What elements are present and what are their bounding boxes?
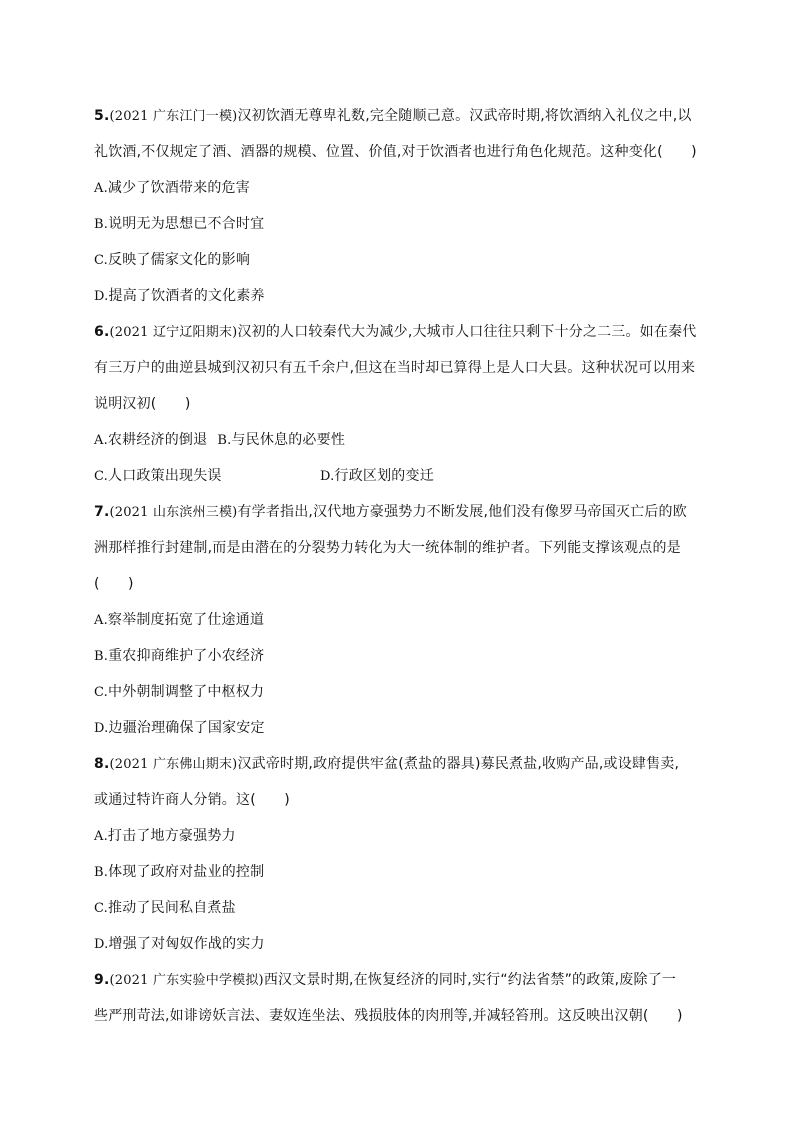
question-number: 5. xyxy=(94,108,110,124)
question-5-option-b[interactable] xyxy=(94,214,714,235)
option-label: C. xyxy=(94,901,109,916)
option-text: 行政区划的变迁 xyxy=(334,468,434,484)
question-6-option-b[interactable] xyxy=(217,430,345,451)
question-5-option-c[interactable] xyxy=(94,250,714,271)
option-label: C. xyxy=(94,469,109,484)
question-7-line-1 xyxy=(94,502,714,523)
question-7-option-b[interactable] xyxy=(94,646,714,667)
option-label: D. xyxy=(94,721,109,736)
question-text: 汉初饮酒无尊卑礼数,完全随顺己意。汉武帝时期,将饮酒纳入礼仪之中,以 xyxy=(237,108,692,124)
option-text: 边疆治理确保了国家安定 xyxy=(108,720,265,736)
option-text: 体现了政府对盐业的控制 xyxy=(108,864,265,880)
option-text: 推动了民间私自煮盐 xyxy=(108,900,236,916)
question-8-option-c[interactable] xyxy=(94,898,714,919)
option-text: 提高了饮酒者的文化素养 xyxy=(108,288,265,304)
question-6-option-a[interactable] xyxy=(94,430,207,451)
option-label: D. xyxy=(320,469,335,484)
question-5-line-1 xyxy=(94,106,714,127)
question-7-option-a[interactable] xyxy=(94,610,714,631)
option-text: 与民休息的必要性 xyxy=(231,432,346,448)
question-8-option-a[interactable] xyxy=(94,826,714,847)
question-6-line-2 xyxy=(94,358,714,378)
question-number: 8. xyxy=(94,756,110,772)
question-7-line-3 xyxy=(94,574,714,594)
question-source: (2021 广东佛山期末) xyxy=(109,757,238,772)
option-text: 人口政策出现失误 xyxy=(108,468,222,484)
option-text: 反映了儒家文化的影响 xyxy=(108,252,251,268)
question-number: 6. xyxy=(94,324,110,340)
option-label: D. xyxy=(94,937,109,952)
question-text: 些严刑苛法,如诽谤妖言法、妻奴连坐法、残损肢体的肉刑等,并减轻笞刑。这反映出汉朝( ) xyxy=(94,1008,683,1024)
option-label: A. xyxy=(94,829,108,844)
question-6-options-cd xyxy=(94,466,714,487)
question-text: 说明汉初( ) xyxy=(94,396,191,412)
option-label: A. xyxy=(94,433,108,448)
question-6-line-1 xyxy=(94,322,714,343)
option-text: 中外朝制调整了中枢权力 xyxy=(108,684,265,700)
question-text: 有三万户的曲逆县城到汉初只有五千余户,但这在当时却已算得上是人口大县。这种状况可以用来 xyxy=(94,360,696,376)
question-7-option-c[interactable] xyxy=(94,682,714,703)
question-text: 洲那样推行封建制,而是由潜在的分裂势力转化为大一统体制的维护者。下列能支撑该观点的是 xyxy=(94,540,681,556)
question-9-line-1 xyxy=(94,970,714,991)
question-text: 或通过特许商人分销。这( ) xyxy=(94,792,290,808)
question-number: 7. xyxy=(94,504,110,520)
question-9-line-2 xyxy=(94,1006,714,1026)
question-6-option-d[interactable] xyxy=(320,466,434,487)
question-8-line-2 xyxy=(94,790,714,810)
option-label: D. xyxy=(94,289,109,304)
question-text: ( ) xyxy=(94,576,134,592)
option-label: B. xyxy=(217,433,232,448)
option-text: 察举制度拓宽了仕途通道 xyxy=(107,612,265,628)
option-label: A. xyxy=(94,613,108,628)
question-5-option-a[interactable] xyxy=(94,178,714,199)
question-6-line-3 xyxy=(94,394,714,414)
question-7-line-2 xyxy=(94,538,714,558)
question-6-option-c[interactable] xyxy=(94,466,320,487)
option-label: B. xyxy=(94,649,109,664)
question-7-option-d[interactable] xyxy=(94,718,714,739)
question-text: 西汉文景时期,在恢复经济的同时,实行“约法省禁”的政策,废除了一 xyxy=(263,972,677,988)
question-6-options-ab xyxy=(94,430,714,451)
option-label: A. xyxy=(94,181,108,196)
question-text: 有学者指出,汉代地方豪强势力不断发展,他们没有像罗马帝国灭亡后的欧 xyxy=(237,504,687,520)
option-text: 农耕经济的倒退 xyxy=(107,432,208,448)
question-number: 9. xyxy=(94,972,110,988)
option-label: B. xyxy=(94,865,109,880)
question-5-line-2 xyxy=(94,142,714,162)
question-source: (2021 山东滨州三模) xyxy=(109,505,238,520)
option-text: 增强了对匈奴作战的实力 xyxy=(108,936,265,952)
option-text: 打击了地方豪强势力 xyxy=(107,828,236,844)
option-label: B. xyxy=(94,217,109,232)
question-8-option-d[interactable] xyxy=(94,934,714,955)
question-source: (2021 广东实验中学模拟) xyxy=(109,973,264,988)
option-text: 重农抑商维护了小农经济 xyxy=(108,648,265,664)
option-label: C. xyxy=(94,253,109,268)
option-text: 减少了饮酒带来的危害 xyxy=(107,180,250,196)
question-source: (2021 辽宁辽阳期末) xyxy=(109,325,238,340)
question-5-option-d[interactable] xyxy=(94,286,714,307)
question-8-option-b[interactable] xyxy=(94,862,714,883)
question-8-line-1 xyxy=(94,754,714,775)
option-text: 说明无为思想已不合时宜 xyxy=(108,216,265,232)
option-label: C. xyxy=(94,685,109,700)
question-source: (2021 广东江门一模) xyxy=(109,109,238,124)
question-text: 礼饮酒,不仅规定了酒、酒器的规模、位置、价值,对于饮酒者也进行角色化规范。这种变化( ) xyxy=(94,144,697,160)
question-text: 汉武帝时期,政府提供牢盆(煮盐的器具)募民煮盐,收购产品,或设肆售卖, xyxy=(237,756,680,772)
question-text: 汉初的人口较秦代大为减少,大城市人口往往只剩下十分之二三。如在秦代 xyxy=(237,324,697,340)
